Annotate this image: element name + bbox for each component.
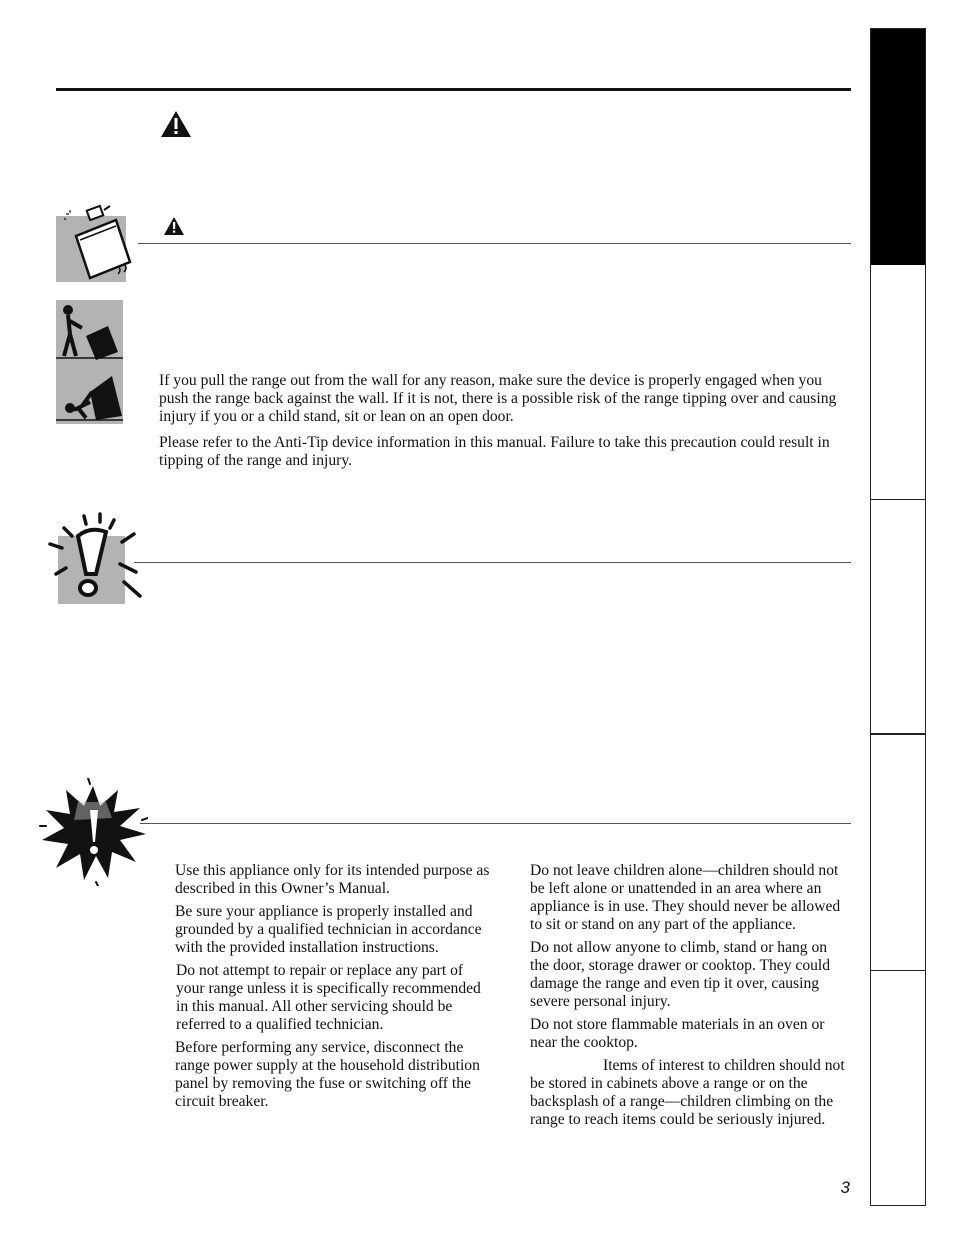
tab-safety-active[interactable] <box>871 29 925 265</box>
section-tabs <box>870 28 926 1206</box>
tab-divider <box>871 970 925 971</box>
safety-right-item: Do not leave children alone—children should not be left alone or unattended in an area where an appliance is in use. They should never be allowed to sit or stand on any part of the appliance. <box>530 862 841 933</box>
explosion-warning-icon <box>38 778 148 886</box>
range-tipping-icon <box>56 200 138 284</box>
safety-left-item: Use this appliance only for its intended purpose as described in this Owner’s Manual. <box>175 862 490 897</box>
safety-right-item: Items of interest to children should not be stored in cabinets above a range or on the backsplash of a range—children climbing on the range to reach items could be seriously injured. <box>530 1057 845 1128</box>
antitip-paragraph-2: Please refer to the Anti-Tip device information in this manual. Failure to take this precaution could result in tipping of the range and injury. <box>159 434 830 469</box>
safety-left-column <box>175 862 490 1116</box>
header-rule <box>56 88 851 91</box>
warning-triangle-small-icon <box>163 216 185 236</box>
safety-right-column <box>530 862 846 1134</box>
safety-right-item: Do not store flammable materials in an oven or near the cooktop. <box>530 1016 825 1051</box>
antitip-text <box>159 372 839 470</box>
warning-triangle-icon <box>160 110 192 138</box>
antitip-paragraph-1: If you pull the range out from the wall for any reason, make sure the device is properly engaged when you push the range back against the wall. If it is not, there is a possible risk of the range tipping over and causing injury if you or a child stand, sit or lean on an open door. <box>159 372 837 425</box>
section-rule-antitip <box>138 243 851 244</box>
safety-right-item: Do not allow anyone to climb, stand or hang on the door, storage drawer or cooktop. They could damage the range and even tip it over, causing severe personal injury. <box>530 939 831 1010</box>
safety-left-item: Be sure your appliance is properly installed and grounded by a qualified technician in accordance with the provided installation instructions. <box>175 903 482 956</box>
safety-left-item: Before performing any service, disconnect the range power supply at the household distribution panel by removing the fuse or switching off the circuit breaker. <box>175 1039 480 1110</box>
safety-left-item: Do not attempt to repair or replace any part of your range unless it is specifically recommended in this manual. All other servicing should be referred to a qualified technician. <box>176 962 481 1033</box>
section-rule-safety <box>140 823 851 824</box>
tab-divider <box>871 733 925 735</box>
child-climbing-range-icon <box>56 300 123 362</box>
tab-divider <box>871 499 925 500</box>
page-number: 3 <box>840 1178 850 1197</box>
caution-exclamation-icon <box>44 512 148 608</box>
section-rule-caution <box>134 562 851 563</box>
child-injured-range-icon <box>56 362 123 424</box>
